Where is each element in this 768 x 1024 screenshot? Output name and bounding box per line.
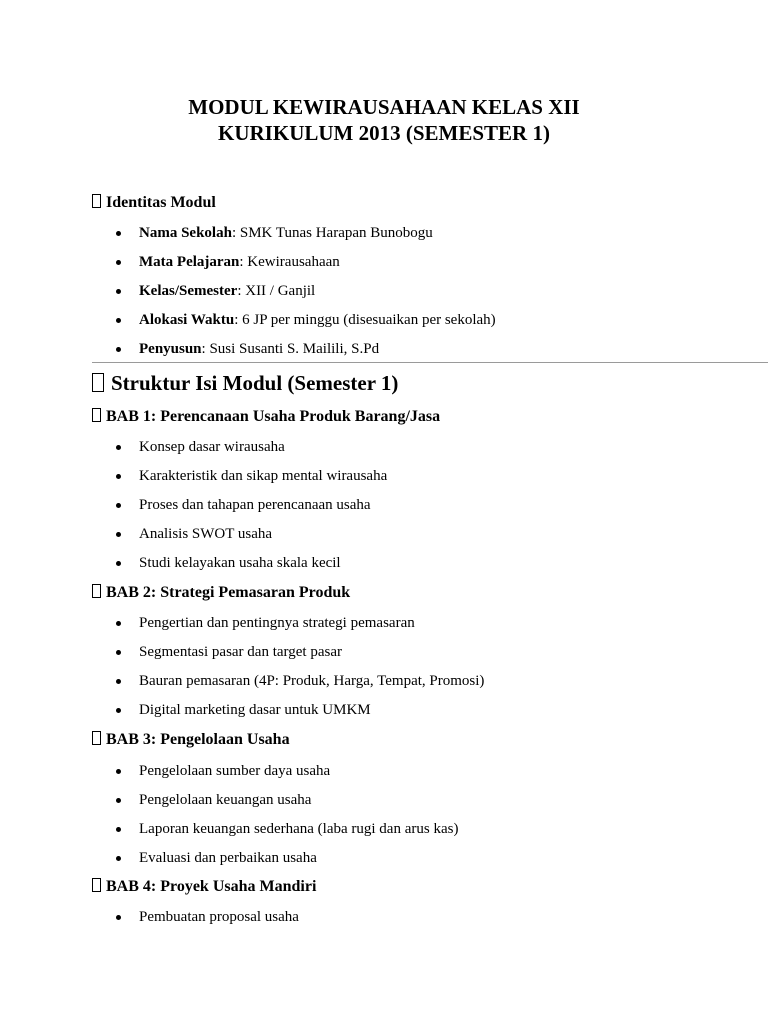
- list-item: [0, 848, 768, 877]
- bab-heading: [92, 406, 440, 428]
- bullet-icon: [116, 532, 121, 537]
- identitas-heading-text: Identitas Modul: [106, 194, 216, 211]
- bullet-icon: [116, 561, 121, 566]
- item-label: Alokasi Waktu: [139, 312, 235, 328]
- item-value: : 6 JP per minggu (disesuaikan per sekolah): [234, 312, 496, 328]
- item-value: : SMK Tunas Harapan Bunobogu: [231, 225, 433, 241]
- item-text: Segmentasi pasar dan target pasar: [139, 644, 342, 660]
- bullet-icon: [116, 445, 121, 450]
- list-item: [0, 223, 768, 252]
- bullet-icon: [116, 474, 121, 479]
- item-label: Penyusun: [139, 341, 202, 357]
- struktur-heading-text: Struktur Isi Modul (Semester 1): [111, 371, 399, 395]
- missing-glyph-icon: [92, 408, 101, 422]
- bab-heading-text: BAB 2: Strategi Pemasaran Produk: [106, 584, 351, 601]
- missing-glyph-icon: [92, 373, 104, 392]
- list-item: [0, 642, 768, 671]
- list-item: [0, 281, 768, 310]
- item-text: Laporan keuangan sederhana (laba rugi dan arus kas): [139, 821, 459, 837]
- identitas-heading: [92, 192, 216, 214]
- bab-heading: [92, 876, 316, 898]
- bab-heading-text: BAB 4: Proyek Usaha Mandiri: [106, 878, 317, 895]
- bullet-icon: [116, 769, 121, 774]
- bullet-icon: [116, 503, 121, 508]
- list-item: [0, 700, 768, 729]
- list-item: [0, 790, 768, 819]
- bullet-icon: [116, 260, 121, 265]
- item-text: Proses dan tahapan perencanaan usaha: [139, 497, 371, 513]
- document-title-line1: MODUL KEWIRAUSAHAAN KELAS XII: [188, 95, 580, 119]
- bab1-list: [0, 437, 768, 582]
- list-item: [0, 495, 768, 524]
- list-item: [0, 310, 768, 339]
- identitas-list: [0, 223, 768, 368]
- bullet-icon: [116, 915, 121, 920]
- missing-glyph-icon: [92, 878, 101, 892]
- bab-heading-text: BAB 1: Perencanaan Usaha Produk Barang/Jasa: [106, 408, 441, 425]
- item-text: Pembuatan proposal usaha: [139, 909, 299, 925]
- horizontal-divider: [92, 362, 768, 363]
- missing-glyph-icon: [92, 584, 101, 598]
- bullet-icon: [116, 679, 121, 684]
- missing-glyph-icon: [92, 194, 101, 208]
- bab3-list: [0, 761, 768, 877]
- bullet-icon: [116, 798, 121, 803]
- list-item: [0, 339, 768, 368]
- bullet-icon: [116, 318, 121, 323]
- item-text: Bauran pemasaran (4P: Produk, Harga, Tempat, Promosi): [139, 673, 485, 689]
- bullet-icon: [116, 708, 121, 713]
- item-text: Studi kelayakan usaha skala kecil: [139, 555, 341, 571]
- list-item: [0, 524, 768, 553]
- item-value: : XII / Ganjil: [237, 283, 316, 299]
- bab4-list: [0, 907, 768, 936]
- item-value: : Susi Susanti S. Mailili, S.Pd: [201, 341, 380, 357]
- list-item: [0, 819, 768, 848]
- bullet-icon: [116, 856, 121, 861]
- item-text: Konsep dasar wirausaha: [139, 439, 285, 455]
- item-text: Karakteristik dan sikap mental wirausaha: [139, 468, 388, 484]
- list-item: [0, 252, 768, 281]
- item-text: Pengelolaan sumber daya usaha: [139, 763, 331, 779]
- bullet-icon: [116, 621, 121, 626]
- bullet-icon: [116, 650, 121, 655]
- document-title-line2: KURIKULUM 2013 (SEMESTER 1): [218, 121, 550, 145]
- list-item: [0, 437, 768, 466]
- item-text: Evaluasi dan perbaikan usaha: [139, 850, 317, 866]
- item-label: Mata Pelajaran: [139, 254, 240, 270]
- bullet-icon: [116, 289, 121, 294]
- item-text: Pengertian dan pentingnya strategi pemasaran: [139, 615, 415, 631]
- item-text: Digital marketing dasar untuk UMKM: [139, 702, 371, 718]
- item-label: Nama Sekolah: [139, 225, 232, 241]
- missing-glyph-icon: [92, 731, 101, 745]
- bullet-icon: [116, 231, 121, 236]
- bab-heading: [92, 582, 350, 604]
- list-item: [0, 671, 768, 700]
- item-label: Kelas/Semester: [139, 283, 238, 299]
- item-value: : Kewirausahaan: [239, 254, 340, 270]
- list-item: [0, 613, 768, 642]
- struktur-heading: [92, 369, 398, 397]
- list-item: [0, 553, 768, 582]
- list-item: [0, 466, 768, 495]
- item-text: Pengelolaan keuangan usaha: [139, 792, 312, 808]
- bab-heading: [92, 729, 290, 751]
- item-text: Analisis SWOT usaha: [139, 526, 273, 542]
- bullet-icon: [116, 827, 121, 832]
- bab2-list: [0, 613, 768, 729]
- bab-heading-text: BAB 3: Pengelolaan Usaha: [106, 731, 290, 748]
- bullet-icon: [116, 347, 121, 352]
- list-item: [0, 761, 768, 790]
- list-item: [0, 907, 768, 936]
